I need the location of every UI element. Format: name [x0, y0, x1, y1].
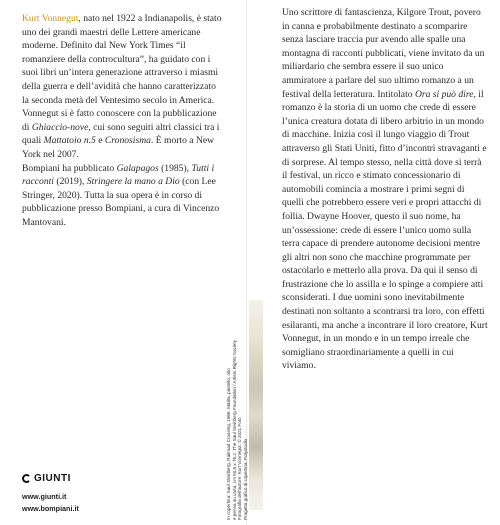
credit-line: e penna su carta, cm 50,8 x 76,2. The Saul Steinberg Foundation / Artists Rights Society: [231, 340, 237, 520]
credit-line: Progetto grafico di copertina: Polystudio: [242, 438, 248, 520]
book-title: Ora si può dire: [414, 88, 474, 100]
synopsis-paragraph: [282, 6, 488, 373]
bio-text: , cui sono seguiti altri classici tra i quali: [22, 121, 220, 147]
synopsis-column: [282, 6, 488, 373]
publisher-logo: [22, 473, 71, 484]
author-name: Kurt Vonnegut: [22, 13, 79, 24]
logo-text: GIUNTI: [34, 473, 71, 484]
pub-text: Bompiani ha pubblicato: [22, 162, 117, 174]
credit-line: In copertina: Saul Steinberg, Railroad Crossing, 1966. Matita, pastello, olio: [226, 368, 231, 520]
cover-art-strip: [249, 300, 263, 510]
bio-text: , nato nel 1922 a Indianapolis, è stato uno dei grandi maestri delle Lettere americane moderne. Definito dal New York Times “il romanziere della controcultura”, ha guidato con i suoi libri un’intera generazione attraverso i miasmi della guerra e dell’avidità che hanno caratterizzato la seconda metà del Ventesimo secolo in America. Vonnegut si è fatto conoscere con la pubblicazione di: [22, 13, 222, 133]
book-title: Cronosisma: [104, 135, 151, 147]
pub-text: (1985),: [158, 162, 192, 174]
publisher-sites: [22, 491, 79, 515]
book-title: Mattatoio n.5: [43, 135, 96, 147]
book-title: Galapagos: [116, 162, 159, 174]
pub-text: (2019),: [53, 176, 87, 188]
book-title: Tutti i racconti: [22, 162, 215, 188]
credit-line: Fotografia dell'autore: Kurt Vonnegut. © 2021 Foto: [237, 417, 243, 520]
website-link[interactable]: www.giunti.it: [22, 492, 67, 501]
author-bio-paragraph: [22, 12, 222, 162]
pub-text: (con Lee Stringer, 2020). Tutta la sua opera è in corso di pubblicazione presso Bompiani, a cura di Vincenzo Mantovani.: [22, 176, 220, 228]
book-title: Stringere la mano a Dio: [86, 176, 180, 188]
author-bio-column: [22, 12, 222, 230]
website-link[interactable]: www.bompiani.it: [22, 504, 79, 514]
bio-text: e: [95, 135, 105, 147]
synopsis-text: Uno scrittore di fantascienza, Kilgore Trout, povero in canna e probabilmente destinato a scomparire senza lasciare traccia pur avendo alle spalle una montagna di racconti pubblicati, viene invitato da un miliardario che sembra essere il suo unico ammiratore a parlare del suo ultimo romanzo a un festival della letteratura. Intitolato: [282, 7, 485, 100]
synopsis-text: , il romanzo è la storia di un uomo che crede di essere l’unica creatura dotata di libero arbitrio in un mondo di macchine. Inizia così il lungo viaggio di Trout attraverso gli Stati Uniti, fitto d’incontri stravaganti e di sorprese. Al tempo stesso, nella città dove si terrà il festival, un ricco e stimato concessionario di automobili comincia a mostrare i primi segni di quelli che potrebbero essere veri e propri attacchi di follia. Dwayne Hoover, questo il suo nome, ha un’ossessione: crede di essere l’unico uomo sulla terra capace di prendere autonome decisioni mentre gli altri non sono che macchine programmate per ostacolarlo e metterlo alla prova. Da qui il senso di frustrazione che lo assilla e lo spinge a compiere atti sconsiderati. I due uomini sono inevitabilmente destinati non soltanto a scontrarsi tra loro, con effetti esilaranti, ma anche a incontrare il loro creatore, Kurt Vonnegut, in un mondo e in un tempo irreale che somigliano straordinariamente a quelli in cui viviamo.: [282, 88, 488, 372]
book-title: Ghiaccio-nove: [31, 121, 89, 133]
bio-text: . È morto a New York nel 2007.: [22, 135, 215, 160]
logo-mark-icon: [22, 474, 31, 483]
publications-paragraph: [22, 162, 222, 230]
cover-credit: [226, 300, 248, 520]
